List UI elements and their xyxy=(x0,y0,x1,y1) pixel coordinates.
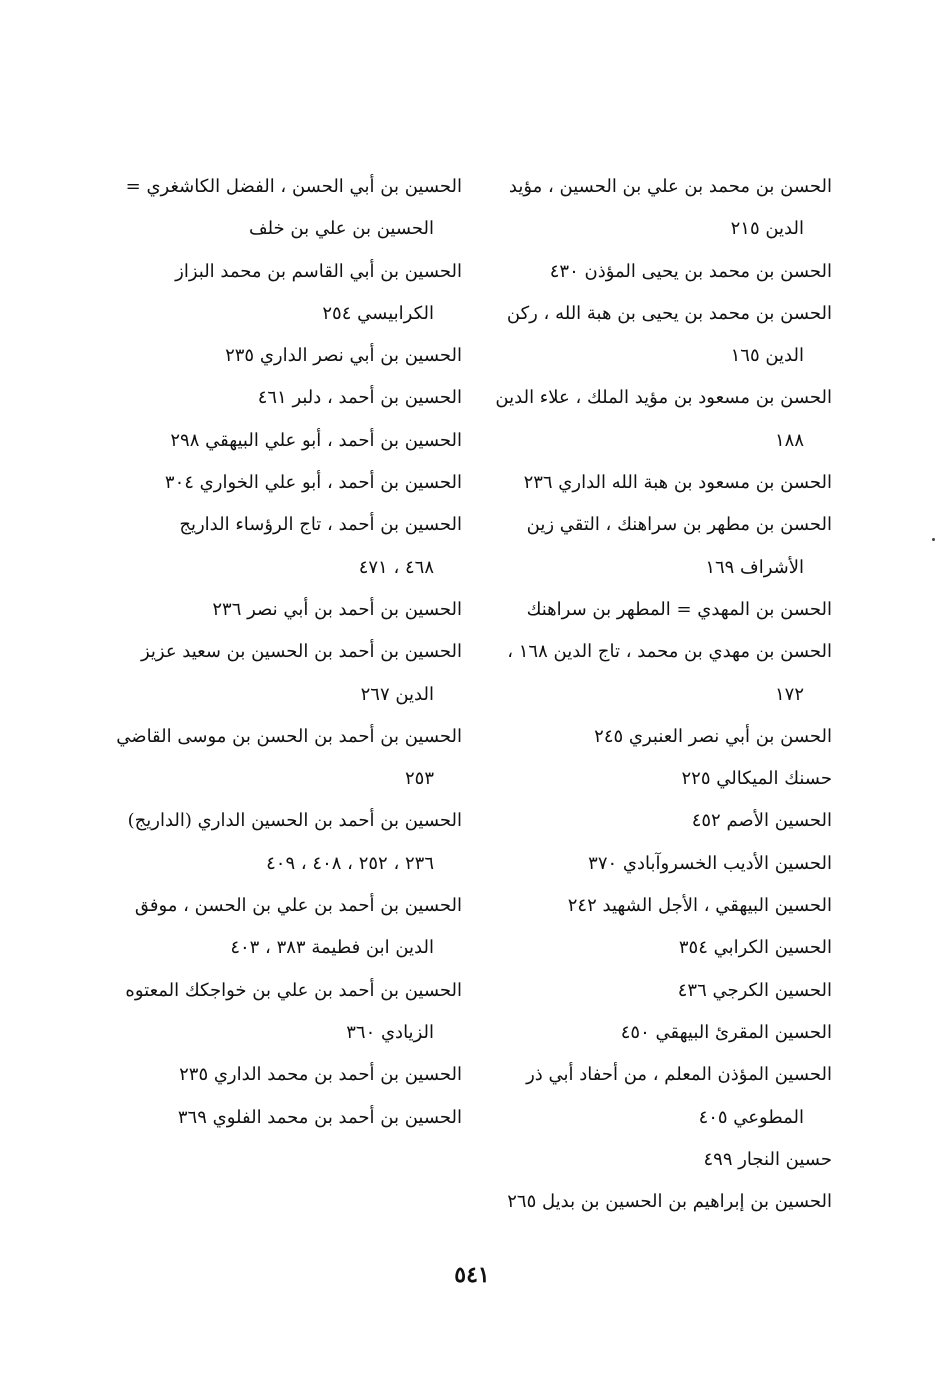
index-column-right xyxy=(482,166,832,1223)
index-entry: الحسين بن أحمد ، أبو علي الخواري ٣٠٤ xyxy=(164,472,462,494)
index-entry-continuation: الكرابيسي ٢٥٤ xyxy=(322,302,434,324)
index-entry: الحسين بن أبي القاسم بن محمد البزاز xyxy=(175,260,462,282)
index-entry: الحسن بن مطهر بن سراهنك ، التقي زين xyxy=(526,514,832,536)
index-entry-continuation: ٢٣٦ ، ٢٥٢ ، ٤٠٨ ، ٤٠٩ xyxy=(266,852,434,874)
index-entry: الحسين الكرجي ٤٣٦ xyxy=(677,979,832,1001)
index-entry-continuation: الدين ١٦٥ xyxy=(730,345,804,367)
index-entry-continuation: ١٧٢ xyxy=(774,683,804,705)
index-entry-continuation: الدين ابن فطيمة ٣٨٣ ، ٤٠٣ xyxy=(230,937,434,959)
index-entry-continuation: ٤٦٨ ، ٤٧١ xyxy=(358,556,434,578)
index-entry: الحسين بن أحمد بن أبي نصر ٢٣٦ xyxy=(212,598,462,620)
index-entry: الحسين بن أحمد بن علي بن الحسن ، موفق xyxy=(134,895,462,917)
index-entry: الحسين بن أبي نصر الداري ٢٣٥ xyxy=(225,345,462,367)
index-entry-continuation: الحسين بن علي بن خلف xyxy=(248,218,434,240)
index-entry-continuation: الزيادي ٣٦٠ xyxy=(346,1021,434,1043)
index-entry: الحسين بن أحمد ، تاج الرؤساء الداريج xyxy=(179,514,462,536)
index-entry: الحسين بن أحمد بن محمد الفلوي ٣٦٩ xyxy=(177,1106,462,1128)
index-entry-continuation: ١٨٨ xyxy=(774,429,804,451)
index-entry: الحسين بن إبراهيم بن الحسين بن بديل ٢٦٥ xyxy=(507,1191,832,1213)
index-entry: الحسين المقرئ البيهقي ٤٥٠ xyxy=(620,1021,832,1043)
index-entry: الحسين الكرابي ٣٥٤ xyxy=(678,937,832,959)
index-entry: الحسن بن المهدي = المطهر بن سراهنك xyxy=(526,598,832,620)
index-entry: حسنك الميكالي ٢٢٥ xyxy=(681,768,832,790)
index-entry-continuation: ٢٥٣ xyxy=(404,768,434,790)
index-entry-continuation: المطوعي ٤٠٥ xyxy=(698,1106,804,1128)
index-entry: الحسين بن أحمد ، أبو علي البيهقي ٢٩٨ xyxy=(170,429,462,451)
index-entry-continuation: الدين ٢٦٧ xyxy=(360,683,434,705)
page-number: ٥٤١ xyxy=(454,1262,490,1288)
index-entry: حسين النجار ٤٩٩ xyxy=(703,1148,832,1170)
index-entry: الحسين المؤذن المعلم ، من أحفاد أبي ذر xyxy=(526,1064,832,1086)
index-entry: الحسين الأصم ٤٥٢ xyxy=(691,810,832,832)
index-entry: الحسين بن أحمد بن الحسين بن سعيد عزيز xyxy=(140,641,462,663)
index-entry: الحسين بن أحمد بن الحسن بن موسى القاضي xyxy=(116,725,462,747)
index-entry-continuation: الدين ٢١٥ xyxy=(730,218,804,240)
index-entry: الحسين البيهقي ، الأجل الشهيد ٢٤٢ xyxy=(567,895,832,917)
index-entry: الحسين بن أحمد ، دلبر ٤٦١ xyxy=(257,387,462,409)
index-entry: الحسين بن أحمد بن محمد الداري ٢٣٥ xyxy=(179,1064,462,1086)
scan-speck xyxy=(932,538,935,541)
index-entry-continuation: الأشراف ١٦٩ xyxy=(705,556,804,578)
index-entry: الحسن بن مهدي بن محمد ، تاج الدين ١٦٨ ، xyxy=(507,641,832,663)
index-entry: الحسن بن أبي نصر العنبري ٢٤٥ xyxy=(594,725,832,747)
index-entry: الحسين الأديب الخسروآبادي ٣٧٠ xyxy=(588,852,832,874)
index-entry: الحسن بن مسعود بن مؤيد الملك ، علاء الدين xyxy=(495,387,832,409)
index-entry: الحسن بن محمد بن علي بن الحسين ، مؤيد xyxy=(508,176,832,197)
index-entry: الحسن بن محمد بن يحيى بن هبة الله ، ركن xyxy=(506,302,832,324)
index-entry: الحسين بن أحمد بن الحسين الداري (الداريج) xyxy=(127,810,462,832)
index-entry: الحسين بن أحمد بن علي بن خواجكك المعتوه xyxy=(125,979,462,1001)
index-entry: الحسن بن محمد بن يحيى المؤذن ٤٣٠ xyxy=(549,260,832,282)
index-column-left xyxy=(102,166,462,1139)
index-entry: الحسين بن أبي الحسن ، الفضل الكاشغري = xyxy=(125,176,462,197)
index-entry: الحسن بن مسعود بن هبة الله الداري ٢٣٦ xyxy=(523,472,832,494)
